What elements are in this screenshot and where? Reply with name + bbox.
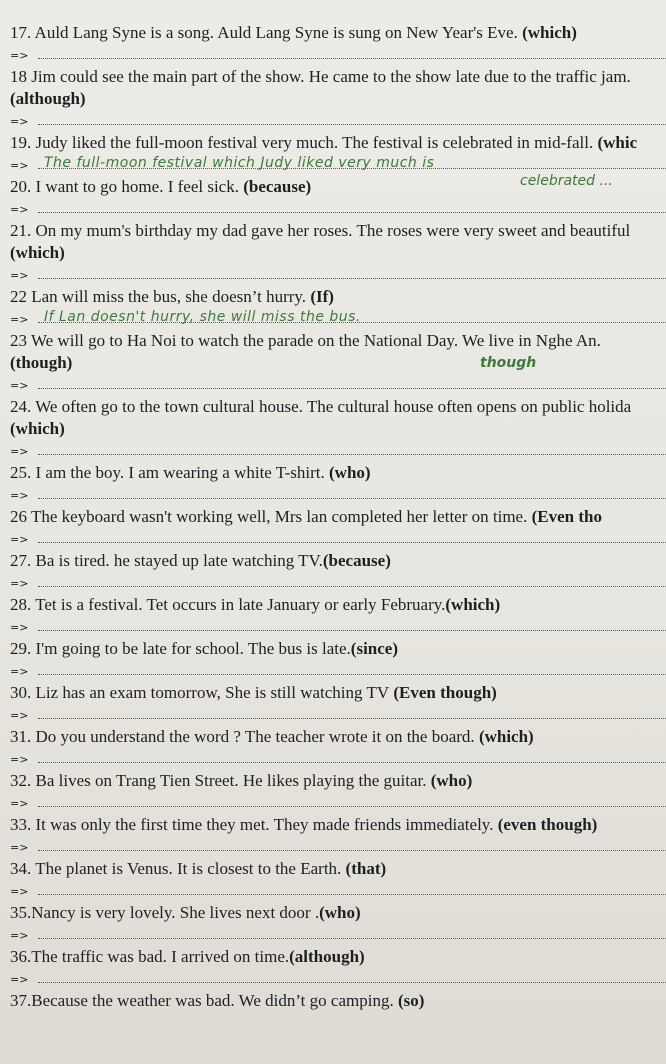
question-23 (10, 330, 666, 396)
answer-line[interactable] (10, 572, 666, 594)
dotted-line (38, 982, 666, 983)
arrow-marker: => (10, 841, 29, 854)
question-text: 35.Nancy is very lovely. She lives next door . (10, 903, 320, 922)
dotted-line (38, 762, 666, 763)
handwritten-answer: The full-moon festival which Judy liked very much is (44, 155, 435, 171)
handwritten-answer: If Lan doesn't hurry, she will miss the bus. (44, 309, 361, 325)
question-34 (10, 858, 666, 902)
question-keyword: (Even tho (527, 507, 602, 526)
question-keyword: (though) (10, 353, 73, 372)
answer-line[interactable] (10, 704, 666, 726)
dotted-line (38, 718, 666, 719)
dotted-line (38, 586, 666, 587)
dotted-line (38, 58, 666, 59)
question-32 (10, 770, 666, 814)
answer-line[interactable] (10, 264, 666, 286)
arrow-marker: => (10, 489, 29, 502)
question-keyword: (because) (322, 551, 391, 570)
question-text: 34. The planet is Venus. It is closest to the Earth. (10, 859, 342, 878)
question-33 (10, 814, 666, 858)
question-30 (10, 682, 666, 726)
dotted-line (38, 674, 666, 675)
question-keyword: (who) (319, 903, 361, 922)
question-36 (10, 946, 666, 990)
answer-line[interactable] (10, 924, 666, 946)
dotted-line (38, 388, 666, 389)
question-text: 27. Ba is tired. he stayed up late watching TV. (10, 551, 323, 570)
question-text: 26 The keyboard wasn't working well, Mrs lan completed her letter on time. (10, 507, 528, 526)
question-text: 29. I'm going to be late for school. The bus is late. (10, 639, 351, 658)
question-keyword: (even though) (493, 815, 598, 834)
arrow-marker: => (10, 203, 29, 216)
question-21 (10, 220, 666, 286)
answer-line[interactable] (10, 616, 666, 638)
handwritten-answer-continued: celebrated ... (520, 173, 613, 189)
dotted-line (38, 212, 666, 213)
question-text: 21. On my mum's birthday my dad gave her roses. The roses were very sweet and beautiful (10, 221, 631, 240)
answer-line[interactable] (10, 836, 666, 858)
question-text: 32. Ba lives on Trang Tien Street. He likes playing the guitar. (10, 771, 427, 790)
question-keyword: (which) (445, 595, 501, 614)
question-text: 25. I am the boy. I am wearing a white T-shirt. (10, 463, 325, 482)
arrow-marker: => (10, 929, 29, 942)
answer-line[interactable] (10, 880, 666, 902)
answer-line[interactable] (10, 484, 666, 506)
question-31 (10, 726, 666, 770)
question-28 (10, 594, 666, 638)
question-26 (10, 506, 666, 550)
question-text: 19. Judy liked the full-moon festival very much. The festival is celebrated in mid-fall. (10, 133, 594, 152)
dotted-line (38, 894, 666, 895)
question-keyword: (which) (474, 727, 534, 746)
dotted-line (38, 124, 666, 125)
question-37 (10, 990, 666, 1012)
question-25 (10, 462, 666, 506)
question-35 (10, 902, 666, 946)
dotted-line (38, 278, 666, 279)
arrow-marker: => (10, 885, 29, 898)
question-keyword: (Even though) (389, 683, 497, 702)
dotted-line (38, 542, 666, 543)
answer-line[interactable] (10, 748, 666, 770)
question-keyword: (If) (306, 287, 334, 306)
question-text: 30. Liz has an exam tomorrow, She is still watching TV (10, 683, 390, 702)
question-text: 18 Jim could see the main part of the show. He came to the show late due to the traffic jam. (10, 67, 631, 86)
arrow-marker: => (10, 577, 29, 590)
arrow-marker: => (10, 533, 29, 546)
question-text: 24. We often go to the town cultural house. The cultural house often opens on public holida (10, 397, 632, 416)
answer-line[interactable] (10, 374, 666, 396)
question-keyword: (so) (393, 991, 425, 1010)
dotted-line (38, 630, 666, 631)
question-keyword: (although) (10, 89, 86, 108)
question-text: 23 We will go to Ha Noi to watch the parade on the National Day. We live in Nghe An. (10, 331, 601, 350)
arrow-marker: => (10, 313, 29, 326)
arrow-marker: => (10, 665, 29, 678)
answer-line[interactable] (10, 440, 666, 462)
dotted-line (38, 454, 666, 455)
question-keyword: (which) (10, 243, 65, 262)
question-18 (10, 66, 666, 132)
handwritten-note: though (480, 355, 537, 371)
question-text: 33. It was only the first time they met. They made friends immediately. (10, 815, 494, 834)
question-text: 17. Auld Lang Syne is a song. Auld Lang Syne is sung on New Year's Eve. (10, 23, 518, 42)
answer-line[interactable] (10, 44, 666, 66)
arrow-marker: => (10, 159, 29, 172)
question-24 (10, 396, 666, 462)
arrow-marker: => (10, 269, 29, 282)
answer-line[interactable] (10, 198, 666, 220)
answer-line[interactable] (10, 792, 666, 814)
question-keyword: (although) (289, 947, 365, 966)
arrow-marker: => (10, 445, 29, 458)
question-text: 22 Lan will miss the bus, she doesn’t hurry. (10, 287, 307, 306)
question-22 (10, 286, 666, 330)
question-keyword: (that) (341, 859, 387, 878)
arrow-marker: => (10, 379, 29, 392)
arrow-marker: => (10, 49, 29, 62)
question-text: 20. I want to go home. I feel sick. (10, 177, 239, 196)
dotted-line (38, 806, 666, 807)
answer-line[interactable] (10, 110, 666, 132)
question-text: 36.The traffic was bad. I arrived on time. (10, 947, 290, 966)
question-27 (10, 550, 666, 594)
arrow-marker: => (10, 115, 29, 128)
answer-line[interactable] (10, 660, 666, 682)
question-text: 28. Tet is a festival. Tet occurs in late January or early February. (10, 595, 446, 614)
question-keyword: (since) (350, 639, 399, 658)
answer-line[interactable] (10, 528, 666, 550)
question-keyword: (because) (238, 177, 312, 196)
arrow-marker: => (10, 709, 29, 722)
question-text: 37.Because the weather was bad. We didn’t go camping. (10, 991, 394, 1010)
answer-line[interactable] (10, 968, 666, 990)
arrow-marker: => (10, 753, 29, 766)
question-keyword: (which) (10, 419, 65, 438)
arrow-marker: => (10, 797, 29, 810)
question-keyword: (who) (426, 771, 473, 790)
arrow-marker: => (10, 621, 29, 634)
answer-line[interactable] (10, 308, 666, 330)
question-keyword: (which) (517, 23, 577, 42)
dotted-line (38, 938, 666, 939)
question-keyword: (who) (324, 463, 371, 482)
dotted-line (38, 498, 666, 499)
question-20 (10, 173, 666, 220)
question-17 (10, 22, 666, 66)
question-text: 31. Do you understand the word ? The teacher wrote it on the board. (10, 727, 475, 746)
dotted-line (38, 850, 666, 851)
question-29 (10, 638, 666, 682)
question-keyword: (whic (593, 133, 638, 152)
arrow-marker: => (10, 973, 29, 986)
